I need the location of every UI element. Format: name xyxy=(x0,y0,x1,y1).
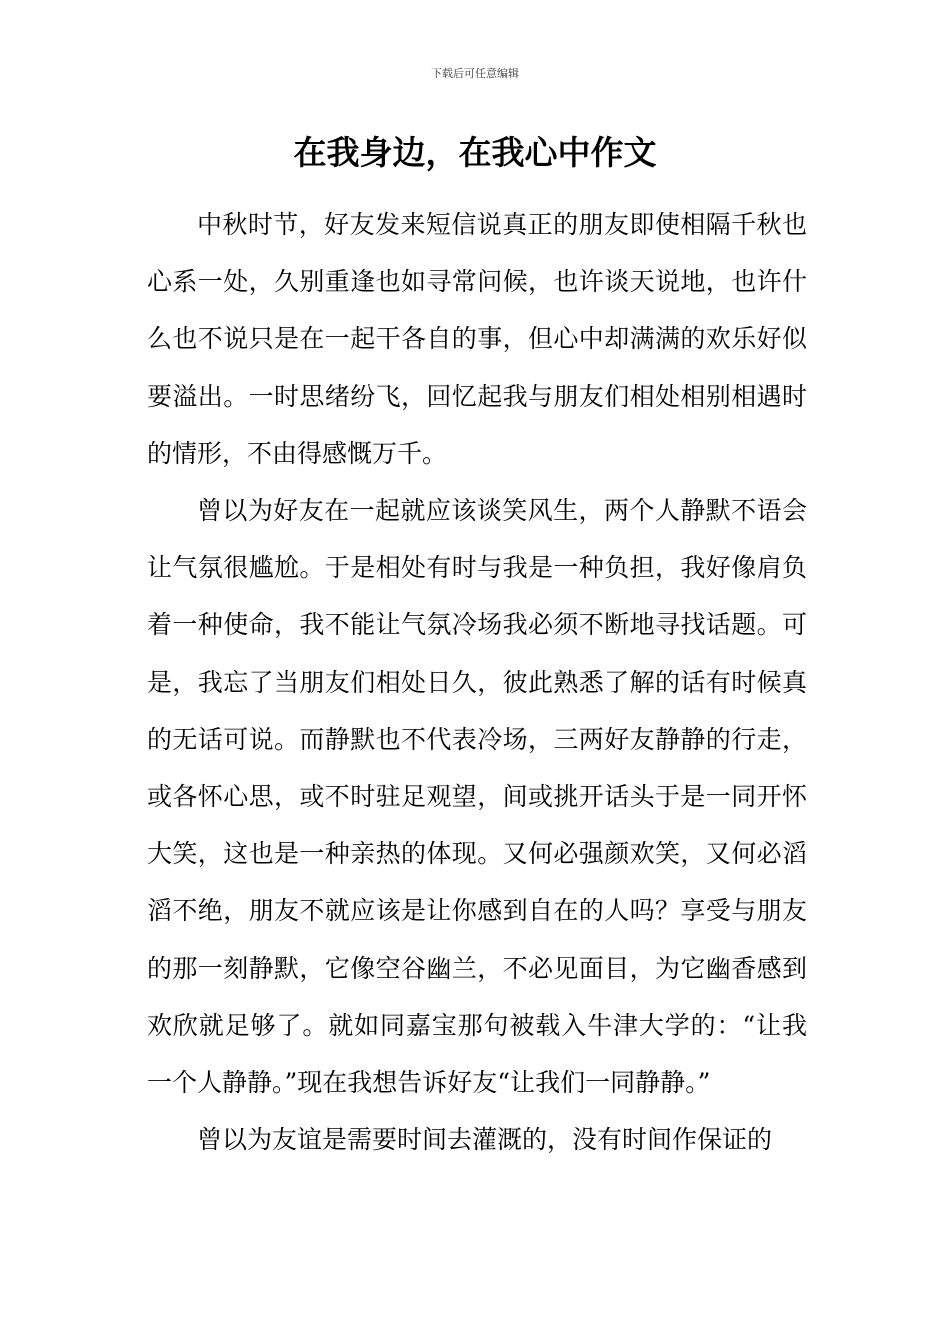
paragraph-1: 中秋时节，好友发来短信说真正的朋友即使相隔千秋也心系一处，久别重逢也如寻常问候，也许谈天说地，也许什么也不说只是在一起干各自的事，但心中却满满的欢乐好似要溢出。一时思绪纷飞，回忆起我与朋友们相处相别相遇时的情形，不由得感慨万千。 xyxy=(147,210,807,468)
document-body xyxy=(147,196,807,1168)
header-note: 下载后可任意编辑 xyxy=(431,67,519,80)
paragraph-2: 曾以为好友在一起就应该谈笑风生，两个人静默不语会让气氛很尴尬。于是相处有时与我是一种负担，我好像肩负着一种使命，我不能让气氛冷场我必须不断地寻找话题。可是，我忘了当朋友们相处日久，彼此熟悉了解的话有时候真的无话可说。而静默也不代表冷场，三两好友静静的行走，或各怀心思，或不时驻足观望，间或挑开话头于是一同开怀大笑，这也是一种亲热的体现。又何必强颜欢笑，又何必滔滔不绝，朋友不就应该是让你感到自在的人吗？享受与朋友的那一刻静默，它像空谷幽兰，不必见面目，为它幽香感到欢欣就足够了。就如同嘉宝那句被载入牛津大学的：“让我一个人静静。”现在我想告诉好友“让我们一同静静。” xyxy=(147,496,807,1098)
paragraph-3: 曾以为友谊是需要时间去灌溉的，没有时间作保证的 xyxy=(197,1125,773,1155)
document-title: 在我身边，在我心中作文 xyxy=(293,133,657,172)
